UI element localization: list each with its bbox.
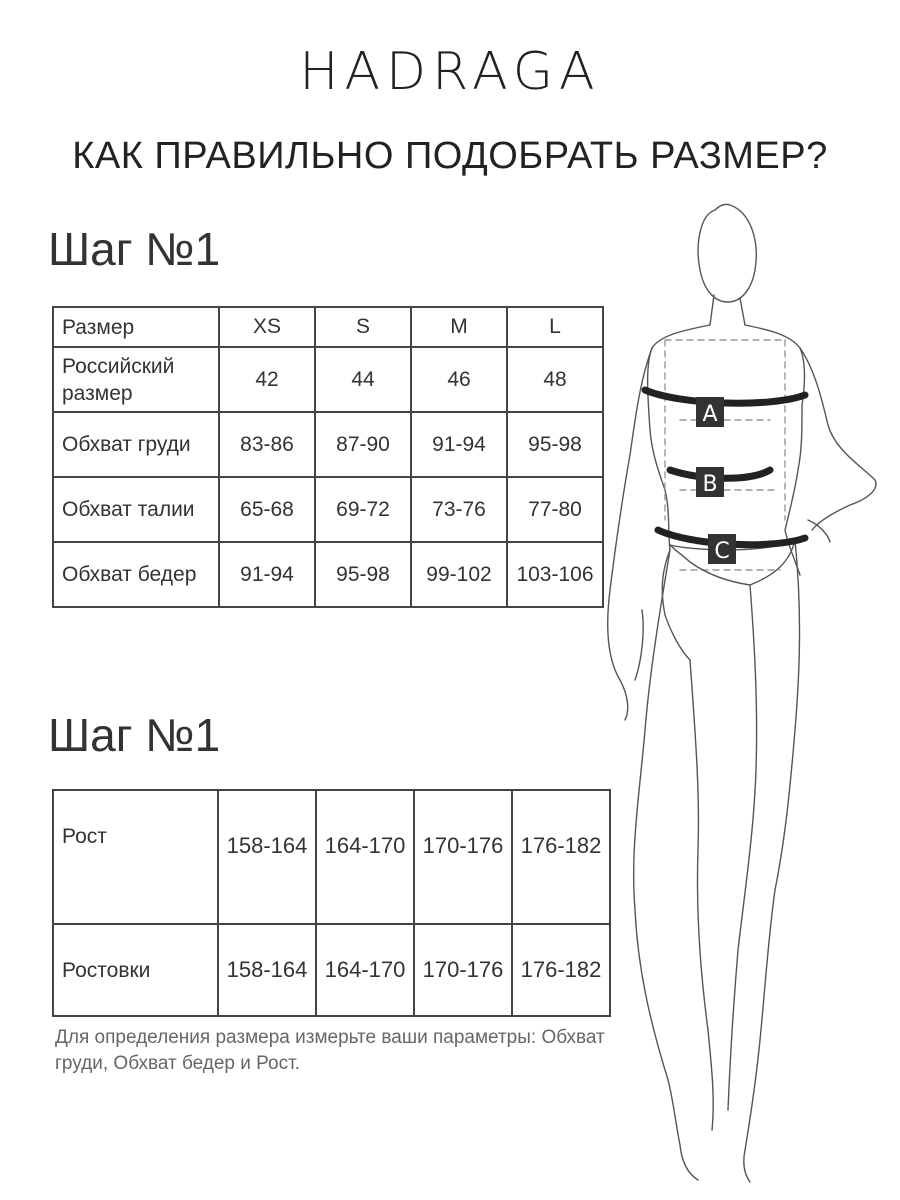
brand-logo: HADRAGA [299,42,601,102]
marker-c-label: C [714,539,730,564]
table-cell: 164-170 [316,924,414,1016]
figure-left-leg [634,550,714,1180]
table-cell: 42 [219,347,315,412]
figure-head [698,204,756,302]
row-label-height-range: Ростовки [53,924,218,1016]
table-cell: 176-182 [512,790,610,924]
size-header-xs: XS [219,307,315,347]
size-header-label: Размер [53,307,219,347]
table-cell: 77-80 [507,477,603,542]
table-cell: 176-182 [512,924,610,1016]
table-cell: 170-176 [414,924,512,1016]
table-row [53,412,603,477]
table-cell: 170-176 [414,790,512,924]
marker-a-label: A [702,402,718,427]
table-cell: 46 [411,347,507,412]
measurement-band-waist [670,467,770,497]
row-label-waist: Обхват талии [53,477,219,542]
marker-b-label: B [702,472,718,497]
table-cell: 158-164 [218,790,316,924]
table-row [53,924,610,1016]
size-header-l: L [507,307,603,347]
measurement-band-bust [645,390,805,427]
table-cell: 65-68 [219,477,315,542]
table-cell: 95-98 [507,412,603,477]
figure-right-leg [728,540,800,1182]
table-row [53,347,603,412]
table-cell: 83-86 [219,412,315,477]
table-cell: 44 [315,347,411,412]
table-cell: 91-94 [411,412,507,477]
table-cell: 99-102 [411,542,507,607]
table-cell: 103-106 [507,542,603,607]
table-row [53,790,610,924]
table-row [53,477,603,542]
table-row [53,542,603,607]
step-two-title: Шаг №1 [48,709,221,761]
size-header-s: S [315,307,411,347]
figure-left-arm [608,348,652,720]
table-cell: 95-98 [315,542,411,607]
table-cell: 87-90 [315,412,411,477]
step-one-title: Шаг №1 [48,223,221,275]
body-measurement-figure [590,190,890,1190]
figure-torso [648,325,805,660]
table-cell: 164-170 [316,790,414,924]
table-cell: 91-94 [219,542,315,607]
row-label-height: Рост [53,790,218,924]
page-title: КАК ПРАВИЛЬНО ПОДОБРАТЬ РАЗМЕР? [72,135,828,177]
table-cell: 69-72 [315,477,411,542]
table-cell: 73-76 [411,477,507,542]
size-header-m: M [411,307,507,347]
size-table-header-row [53,307,603,347]
row-label-hips: Обхват бедер [53,542,219,607]
figure-right-arm [800,348,876,542]
measurement-note: Для определения размера измерьте ваши параметры: Обхват груди, Обхват бедер и Рост. [55,1027,605,1074]
size-table [52,306,604,608]
table-cell: 158-164 [218,924,316,1016]
height-table [52,789,611,1017]
table-cell: 48 [507,347,603,412]
figure-neck [710,295,745,325]
row-label-russian-size: Российский размер [53,347,219,412]
row-label-bust: Обхват груди [53,412,219,477]
